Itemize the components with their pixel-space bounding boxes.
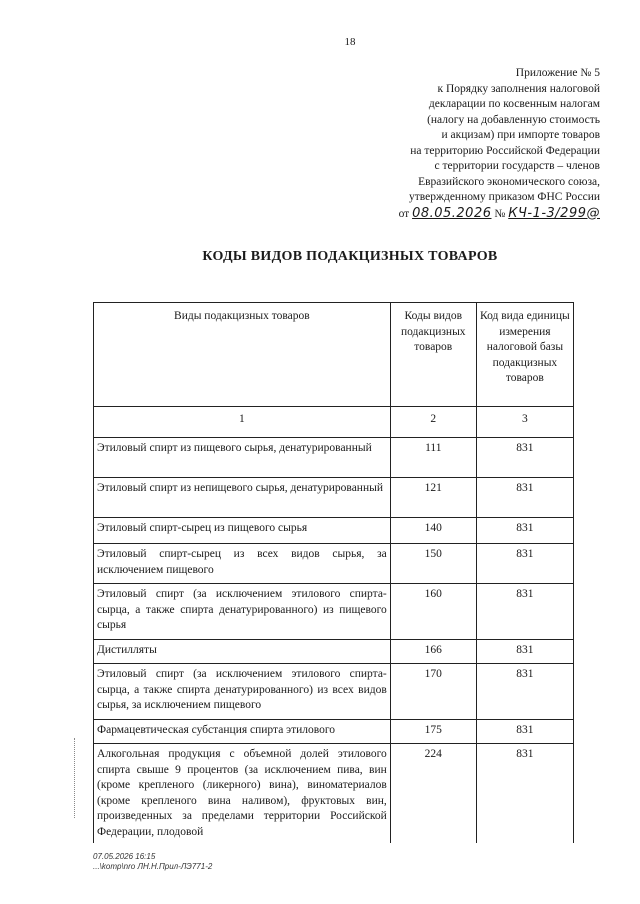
unit-code: 831 <box>476 584 573 640</box>
column-number: 1 <box>94 407 391 438</box>
column-number: 2 <box>390 407 476 438</box>
goods-name: Алкогольная продукция с объемной долей этилового спирта свыше 9 процентов (за исключением пива, вин (кроме крепленого (ликерного) вина), виноматериалов (кроме крепленого вина наливом), фруктовых вин, произведенных за пределами территории Российской Федерации, плодовой <box>94 744 391 844</box>
unit-code: 831 <box>476 544 573 584</box>
order-date: 08.05.2026 <box>412 205 492 221</box>
unit-code: 831 <box>476 438 573 478</box>
goods-name: Фармацевтическая субстанция спирта этилового <box>94 720 391 744</box>
appendix-header <box>300 66 600 222</box>
goods-name: Этиловый спирт-сырец из всех видов сырья, за исключением пищевого <box>94 544 391 584</box>
header-goods-code: Коды видов подакцизных товаров <box>390 303 476 407</box>
footer-file-path: ...\komp\nro ЛН.Н.Прил-ЛЭ771-2 <box>93 862 213 871</box>
order-reference <box>300 206 600 223</box>
appendix-line: Приложение № 5 <box>515 67 600 79</box>
column-number-row <box>94 407 574 438</box>
unit-code: 831 <box>476 478 573 518</box>
page-number: 18 <box>344 36 356 48</box>
goods-code: 166 <box>390 640 476 664</box>
appendix-line: утвержденному приказом ФНС России <box>409 191 600 203</box>
appendix-line: на территорию Российской Федерации <box>410 144 600 157</box>
appendix-line: с территории государств – членов <box>434 160 600 172</box>
appendix-line: Евразийского экономического союза, <box>418 175 600 188</box>
goods-code: 160 <box>390 584 476 640</box>
table-header-row <box>94 303 574 407</box>
goods-name: Этиловый спирт (за исключением этилового спирта-сырца, а также спирта денатурированного) из пищевого сырья <box>94 584 391 640</box>
order-number: КЧ-1-3/299@ <box>508 205 600 221</box>
excise-codes-table <box>93 302 574 843</box>
header-goods-type: Виды подакцизных товаров <box>94 303 391 407</box>
goods-name: Этиловый спирт (за исключением этилового спирта-сырца, а также спирта денатурированного) из всех видов сырья, за исключением пищевого <box>94 664 391 720</box>
goods-name: Этиловый спирт из пищевого сырья, денатурированный <box>94 438 391 478</box>
goods-code: 170 <box>390 664 476 720</box>
goods-code: 150 <box>390 544 476 584</box>
table-row <box>94 438 574 478</box>
appendix-line: декларации по косвенным налогам <box>428 98 600 110</box>
appendix-line: (налогу на добавленную стоимость <box>427 113 600 126</box>
table-row <box>94 584 574 640</box>
goods-name: Этиловый спирт-сырец из пищевого сырья <box>94 518 391 544</box>
order-number-sign: № <box>494 207 506 220</box>
footer-timestamp: 07.05.2026 16:15 <box>93 852 156 861</box>
header-unit-code: Код вида единицы измерения налоговой базы подакцизных товаров <box>476 303 573 407</box>
goods-name: Дистилляты <box>94 640 391 664</box>
order-prefix: от <box>398 207 410 220</box>
table-row <box>94 664 574 720</box>
print-footer <box>93 852 212 872</box>
table-row <box>94 744 574 844</box>
column-number: 3 <box>476 407 573 438</box>
unit-code: 831 <box>476 744 573 844</box>
table-row <box>94 544 574 584</box>
goods-code: 175 <box>390 720 476 744</box>
scan-artifact <box>74 738 77 818</box>
table-row <box>94 640 574 664</box>
unit-code: 831 <box>476 518 573 544</box>
goods-code: 224 <box>390 744 476 844</box>
goods-name: Этиловый спирт из непищевого сырья, денатурированный <box>94 478 391 518</box>
document-title: КОДЫ ВИДОВ ПОДАКЦИЗНЫХ ТОВАРОВ <box>202 249 498 264</box>
table-row <box>94 720 574 744</box>
unit-code: 831 <box>476 720 573 744</box>
unit-code: 831 <box>476 640 573 664</box>
table-row <box>94 518 574 544</box>
appendix-line: и акцизам) при импорте товаров <box>441 129 600 141</box>
appendix-line: к Порядку заполнения налоговой <box>437 82 600 95</box>
goods-code: 121 <box>390 478 476 518</box>
table-row <box>94 478 574 518</box>
goods-code: 111 <box>390 438 476 478</box>
unit-code: 831 <box>476 664 573 720</box>
goods-code: 140 <box>390 518 476 544</box>
